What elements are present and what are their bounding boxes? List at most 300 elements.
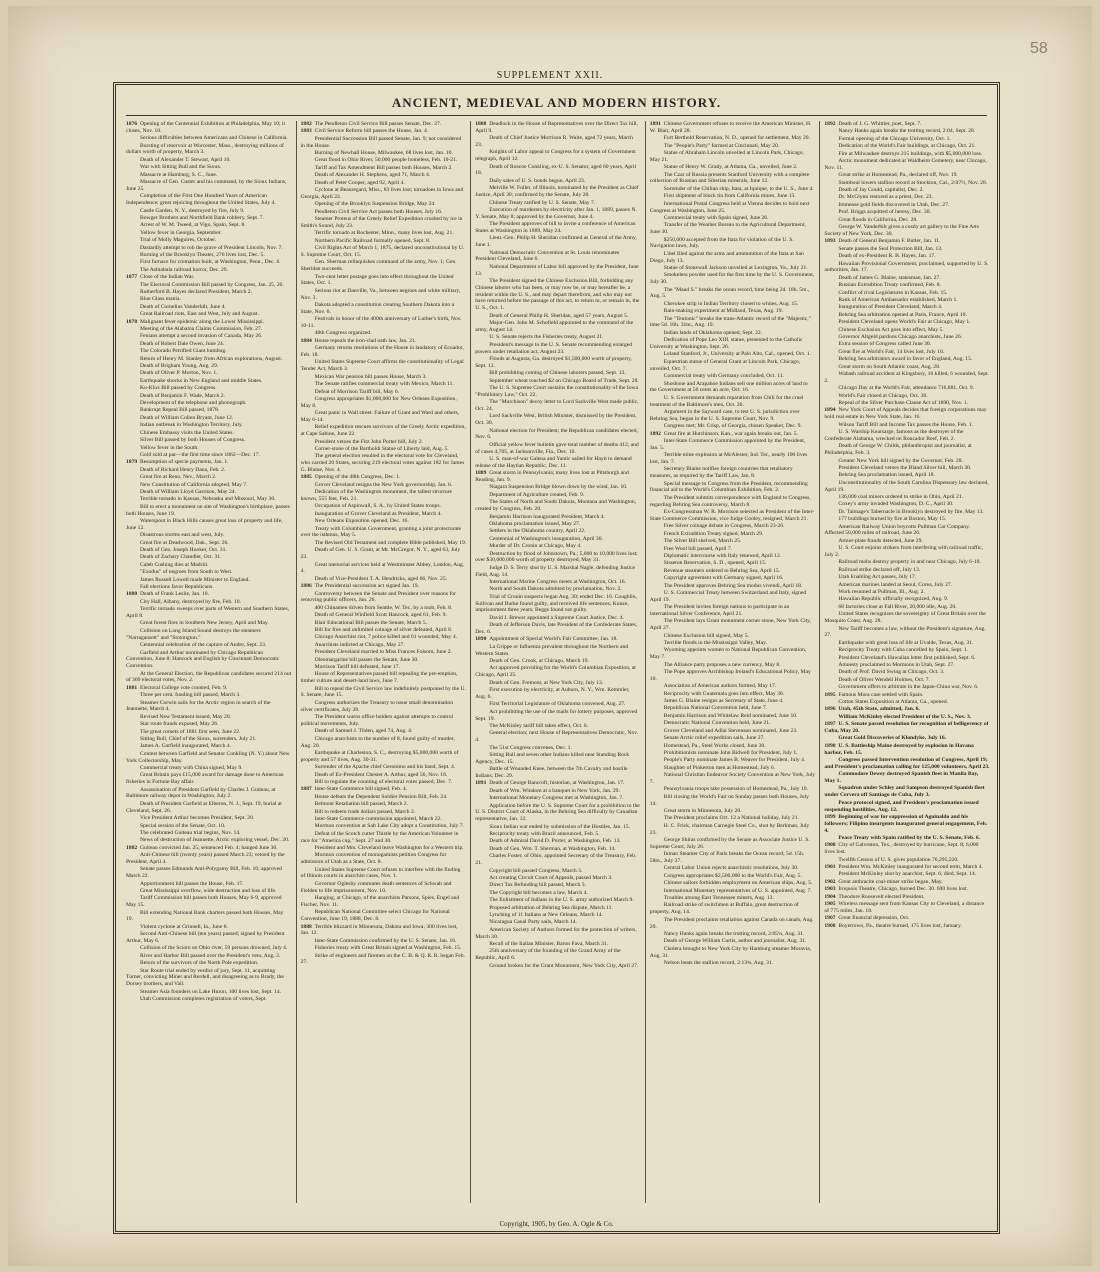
entry-text: Dedication of the World's Fair buildings, at Chicago, Oct. 21. (838, 143, 976, 150)
history-entry (126, 591, 292, 598)
entry-text: Bill closing the World's Fair on Sunday passes both Houses, July 14. (649, 793, 809, 807)
history-entry (475, 745, 641, 752)
entry-text: Occupation of Aspinwall, S. A., by United States troops. (314, 503, 441, 510)
entry-text: Diplomatic intercourse with Italy renewed, April 12. (663, 552, 782, 559)
entry-text: The celebrated Guiteau trial begins, Nov. 14. (140, 829, 241, 836)
entry-text: The States of North and South Dakota, Montana and Washington, created by Congress, Feb. 20. (475, 499, 637, 513)
entry-text: Government offers to arbitrate in the Japan-China war, Nov. 6. (838, 684, 979, 691)
entry-text: First Territorial Legislature of Oklahoma convened, Aug. 27. (489, 701, 626, 708)
entry-text: Death of Oliver Wendell Holmes, Oct. 7. (838, 676, 930, 683)
entry-text: Strike of engineers and firemen on the C. B. & Q. R. R. began Feb. 27. (300, 952, 465, 966)
entry-text: Death of Ex-President Chester A. Arthur, aged 56, Nov. 18. (314, 771, 448, 778)
history-entry (126, 415, 292, 422)
entry-text: Unconstitutionality of the South Carolina Dispensary law declared, April 19. (824, 479, 989, 493)
entry-text: Death of Chief Justice Morrison R. Waite, aged 72 years, March 23. (475, 135, 633, 149)
history-entry (475, 378, 641, 385)
history-entry (824, 458, 990, 465)
entry-text: Relief expedition rescues survivors of the Greely Arctic expedition, at Cape Sabine, June 22. (300, 424, 466, 438)
entry-text: Death of Richard Henry Dana, Feb. 2. (140, 466, 226, 473)
history-entry (126, 467, 292, 474)
entry-text: Blair Educational Bill passes the Senate, March 5. (314, 619, 427, 626)
entry-text: Star Route trial ended by verdict of jury, Sept. 11, acquitting Turner, convicting Miner and Rerdell, and disagreeing as to Brady, the Dorsey brothers, and Vail. (126, 967, 284, 988)
history-entry (475, 551, 641, 565)
entry-text: Great forest fires in Southern New Jersey, April and May. (140, 620, 269, 627)
entry-text: Death of General Benjamin F. Butler, Jan. 11. (838, 238, 941, 245)
history-entry (650, 164, 816, 171)
entry-text: U. S. Senate rejects the Fisheries treaty, August 21. (489, 334, 604, 341)
entry-year: 1907 (824, 915, 836, 922)
entry-text: World's Fair closed at Chicago, Oct. 30. (838, 392, 928, 399)
entry-text: Dakota adopted a constitution creating Southern Dakota into a State, Nov. 6. (300, 302, 455, 315)
entry-text: Dr. McGlynn restored as a priest, Dec. 23. (838, 194, 933, 201)
history-entry (475, 963, 641, 970)
entry-text: Burning of the Brooklyn Theater, 276 lives lost, Dec. 5. (140, 251, 265, 258)
entry-text: The Electoral Commission Bill passed by Congress, Jan. 25, 26. (140, 281, 284, 288)
history-entry (824, 472, 990, 479)
history-entry (824, 180, 990, 187)
entry-text: Second Anti-Chinese bill (ten years) passed; signed by President Arthur, May 6. (126, 931, 285, 945)
entry-text: Terrific tornado sweeps over parts of Western and Southern States, April 8. (126, 606, 290, 620)
history-entry (650, 186, 816, 193)
history-entry (301, 642, 467, 649)
history-entry (126, 888, 292, 895)
history-entry (126, 606, 292, 620)
history-entry (650, 452, 816, 466)
entry-text: American Railway Union boycotts Pullman Car Company. Affected 50,000 miles of railroad, June 26. (824, 523, 970, 537)
entry-text: George Shiras confirmed by the Senate as Associate Justice U. S. Supreme Court, July 26. (649, 837, 810, 850)
history-entry (650, 121, 816, 135)
entry-text: Hawaiian Republic officially recognized, Aug. 9. (838, 596, 949, 603)
entry-text: Inauguration of President Cleveland, March 4. (838, 304, 943, 311)
entry-text: Collision of the Scioto on Ohio river, 59 persons drowned, July 4. (140, 945, 288, 952)
entry-text: Behring Sea arbitrators award in favor of England, Aug. 15. (838, 356, 973, 363)
entry-text: Bill to redeem trade dollars passed, March 3. (314, 808, 416, 815)
entry-text: Chicago anarchists to the number of 8, found guilty of murder, Aug. 20. (300, 735, 455, 749)
history-entry (650, 757, 816, 764)
entry-text: Daily sales of U. S. bonds begun, April 23. (489, 177, 586, 184)
entry-text: Lieut.-Gen. Philip H. Sheridan confirmed as General of the Army, June 1. (475, 235, 637, 249)
history-entry (824, 480, 990, 494)
entry-text: Benjamin Harrison inaugurated President, March 4. (489, 513, 605, 520)
history-entry (126, 208, 292, 215)
entry-text: The Silver Bill shelved, March 25. (663, 538, 742, 545)
entry-text: Special session of the Senate, Oct. 10. (140, 822, 226, 829)
entry-text: Terrible mine explosion at McAlester, Ind. Ter., nearly 100 lives lost, Jan. 7. (649, 452, 808, 465)
history-entry (650, 316, 816, 330)
history-entry (126, 482, 292, 489)
history-entry (475, 499, 641, 513)
entry-year: 1882 (300, 121, 312, 127)
entry-text: James G. Blaine resigns as Secretary of State, June 4. (663, 698, 784, 705)
history-entry (475, 320, 641, 334)
entry-text: Presidential Succession Bill passed Senate, Jan. 9; not considered in the House. (300, 135, 462, 149)
history-entry (824, 721, 990, 735)
entry-text: Nicaragua Canal Party sails, March 14. (489, 919, 577, 926)
entry-text: War with Sitting Bull and the Sioux. (140, 164, 222, 171)
history-entry (650, 590, 816, 604)
entry-text: Statue of Stonewall Jackson unveiled at Lexington, Va., July 21. (663, 264, 808, 271)
entry-text: Dedication of Pope Leo XIII. statue, presented to the Catholic University at Washington, Sept. 26. (649, 337, 803, 351)
entry-text: The Colorado Petrified Giant humbug. (140, 348, 227, 355)
history-entry (650, 815, 816, 822)
history-entry (301, 157, 467, 164)
history-entry (824, 327, 990, 334)
history-entry (475, 428, 641, 442)
history-entry (126, 554, 292, 561)
entry-year: 1894 (824, 407, 836, 414)
entry-text: Secretary Blaine notifies foreign countries that retaliatory measures, as required by the Tariff Law, Jan. 8. (649, 466, 793, 480)
history-entry (650, 794, 816, 808)
history-entry (650, 546, 816, 553)
entry-text: Defeat of Morrison Tariff bill, May 6. (314, 388, 400, 395)
entry-text: Violent cyclone at Grinnell, Ia., June 8. (140, 923, 228, 930)
entry-year: 1902 (824, 878, 836, 885)
history-entry (301, 474, 467, 481)
entry-text: Bill for free and unlimited coinage of silver defeated, April 8. (314, 626, 453, 633)
history-entry (126, 931, 292, 945)
history-entry (475, 250, 641, 264)
history-entry (824, 640, 990, 647)
history-entry (301, 953, 467, 967)
history-entry (301, 503, 467, 510)
history-entry (301, 209, 467, 216)
entry-text: Repeal of the Silver Purchase Clause Act of 1890, Nov. 1. (838, 400, 969, 407)
entry-text: Massacre of Gen. Custer and his command, by the Sioux Indians, June 25. (126, 179, 287, 192)
entry-text: The Pendleton Civil Service Bill passes Senate, Dec. 27. (314, 121, 442, 127)
entry-text: Niagara Suspension Bridge blown down by the wind, Jan. 10. (489, 484, 628, 491)
history-entry (824, 371, 990, 385)
entry-text: Garfield and Arthur nominated by Chicago Republican Convention, June 8; Hancock and English by Cincinnati Democratic Convention. (126, 649, 280, 670)
entry-text: Dastardly attempt to rob the grave of President Lincoln, Nov. 7. (140, 244, 283, 251)
history-entry (301, 526, 467, 540)
entry-text: Iroquois Theatre, Chicago, burned Dec. 30. 600 lives lost. (838, 886, 968, 893)
history-entry (126, 215, 292, 222)
history-entry (126, 356, 292, 363)
history-entry (824, 879, 990, 886)
entry-text: Great floods in California, Dec. 28. (838, 216, 918, 223)
entry-text: Act creating Circuit Court of Appeals, passed March 3. (489, 874, 613, 881)
entry-text: Chinese Embassy visits the United States. (140, 429, 234, 436)
entry-year: 1876 (126, 121, 138, 127)
entry-year: 1901 (824, 863, 836, 870)
entry-text: Knights of Labor appeal to Congress for a system of Government telegraph, April 12. (475, 149, 636, 163)
history-entry (824, 814, 990, 834)
entry-text: News of destruction of Jeannette, Arctic exploring vessel, Dec. 20. (140, 837, 290, 844)
history-entry (475, 868, 641, 875)
entry-text: Central Labor Union rejects anarchistic resolutions, July 30. (663, 865, 799, 872)
history-entry (301, 453, 467, 473)
history-entry (824, 261, 990, 275)
entry-text: House defeats the Dependent Soldier Pension Bill, Feb. 24. (314, 793, 448, 800)
entry-text: Conflict of rival Legislatures in Kansas, Feb. 15. (838, 289, 948, 296)
history-entry (650, 640, 816, 647)
entry-text: Death of Robert Dale Owen, June 24. (140, 340, 225, 347)
history-entry (824, 209, 990, 216)
entry-text: Sisseton Reservation, S. D., opened, April 15. (663, 560, 767, 567)
entry-text: Serious riot at Danville, Va., between negroes and white military, Nov. 3. (300, 287, 461, 301)
history-entry (301, 374, 467, 381)
history-entry (126, 671, 292, 685)
entry-text: Vice President Arthur becomes President, Sept. 20. (140, 815, 255, 822)
entry-year: 1881 (126, 684, 138, 691)
history-entry (126, 945, 292, 952)
history-entry (126, 562, 292, 569)
history-entry (475, 730, 641, 744)
history-entry (824, 706, 990, 713)
entry-text: Bankrupt Repeal Bill passed, 1878. (140, 407, 220, 414)
history-column-1 (122, 121, 297, 1203)
history-entry (475, 492, 641, 499)
history-entry (824, 429, 990, 443)
entry-text: Gold sold at par—the first time since 1862—Dec. 17. (140, 451, 260, 458)
entry-text: Congress passed Intervention resolution of Congress, April 19; and President's proclamation calling for 125,000 volunteers, April 23. (824, 757, 990, 770)
entry-text: Star route frauds exposed, May 26. (140, 721, 219, 728)
history-entry (126, 341, 292, 348)
history-entry (475, 897, 641, 904)
entry-text: Yellow fever in Georgia, September. (140, 229, 222, 236)
history-entry (475, 941, 641, 948)
history-entry (650, 772, 816, 786)
entry-text: Guiteau convicted Jan. 25; sentenced Feb. 4; hanged June 30. (140, 844, 278, 851)
history-entry (126, 370, 292, 377)
history-entry (475, 615, 641, 622)
history-entry (301, 439, 467, 446)
history-entry (475, 514, 641, 521)
entry-text: Cherokee strip in Indian Territory closed to whites, Aug. 15. (663, 300, 799, 307)
entry-text: Death of President Garfield at Elberon, N. J., Sept. 19, burial at Cleveland, Sept. 26. (126, 800, 282, 814)
entry-text: Death of James G. Blaine, statesman, Jan. 27. (838, 274, 941, 281)
history-entry (301, 649, 467, 656)
history-entry (301, 121, 467, 128)
entry-text: Great Mississippi overflow, wide destruction and loss of life. (140, 887, 277, 894)
entry-text: Free Silver coinage debate in Congress, March 23-26. (663, 523, 785, 530)
entry-text: Death of Brigham Young, Aug. 29. (140, 363, 219, 370)
entry-text: Bursting of reservoir at Worcester, Mass., destroying millions of dollars worth of property, March 3. (126, 142, 284, 156)
entry-text: The "People's Party" formed at Cincinnati, May 20. (663, 142, 780, 149)
history-entry (126, 378, 292, 385)
entry-text: Hawaiian Provisional Government, proclaimed, supported by U. S. authorities, Jan. 17. (824, 260, 989, 274)
history-entry (475, 121, 641, 135)
entry-text: Inter-State Commerce commission appointed, March 22. (314, 815, 442, 822)
entry-text: September wheat touched $2 on Chicago Board of Trade, Sept. 28. (489, 377, 639, 384)
history-entry (650, 765, 816, 772)
history-entry (824, 545, 990, 559)
history-entry (824, 151, 990, 158)
entry-text: Death of George W. Childs, philanthropist and journalist, at Philadelphia, Feb. 3. (824, 443, 972, 457)
entry-text: Hanging, at Chicago, of the anarchists Parsons, Spies, Engel and Fischer, Nov. 11. (300, 895, 460, 908)
entry-text: Trial of Molly Maguires, October. (140, 237, 217, 244)
entry-text: Germany returns resolutions of the House in laudatory of Ecuador, Feb. 18. (300, 345, 464, 359)
entry-text: The general election resulted in the electoral vote for Cleveland, who carried 20 States, securing 219 electoral votes against 182 for James G. Blaine, Nov. 4. (300, 453, 465, 473)
entry-text: Rank of American Ambassador established, March 1. (838, 296, 958, 303)
history-entry (126, 910, 292, 924)
entry-text: Execution of murderers by electricity after Jan. 1, 1889, passes N. Y. Senate, May 8; approved by the Governor, June 4. (475, 206, 637, 220)
entry-text: Festivals in honor of the 400th anniversary of Luther's birth, Nov. 10-11. (300, 316, 462, 330)
entry-text: Shoshone and Arapahoe Indians sell one million acres of land to the Government at 50 cents an acre, Oct. 16. (649, 380, 808, 394)
history-entry (301, 627, 467, 634)
entry-text: Squadron under Schley and Sampson destroyed Spanish fleet under Cervera off Santiago de Cuba, July 3. (824, 785, 985, 799)
entry-text: Civil Rights Act of March 1, 1875, declared unconstitutional by U. S. Supreme Court, Oct. 15. (300, 245, 465, 258)
entry-text: The Presidential succession act signed Jan. 19. (314, 583, 419, 590)
history-entry (650, 713, 816, 720)
entry-text: The Czar of Russia presents Stanford University with a complete collection of Russian and Siberian minerals, June 12. (649, 171, 810, 185)
entry-text: Peace protocol signed, and President's proclamation issued suspending hostilities, Aug. 12. (824, 799, 979, 813)
history-entry (301, 816, 467, 823)
entry-text: Wilson Tariff Bill and Income Tax passes the House, Feb. 1. (838, 421, 973, 428)
history-entry (475, 594, 641, 614)
history-entry (126, 333, 292, 340)
entry-text: New York Court of Appeals decides that foreign corporations may hold real estate in New York State, Jan. 16. (824, 407, 987, 421)
history-entry (126, 407, 292, 414)
entry-text: Ku-Klux Bill passed by Congress. (140, 385, 217, 392)
entry-text: Fenians attempt a second invasion of Canada, May 26. (140, 333, 263, 340)
entry-text: Development of the telephone and phonograph. (140, 400, 247, 407)
entry-text: Burning of Newhall House, Milwaukee, 68 lives lost, Jan. 10. (314, 150, 453, 157)
entry-text: Reciprocity Treaty with Cuba cancelled by Spain, Sept. 1. (838, 647, 969, 654)
history-entry (475, 752, 641, 766)
history-entry (650, 538, 816, 545)
history-entry (650, 786, 816, 793)
history-entry (650, 237, 816, 251)
history-entry (301, 634, 467, 641)
history-entry (650, 337, 816, 351)
entry-text: Gen. Sherman relinquishes command of the army, Nov. 1; Gen. Sheridan succeeds. (300, 259, 457, 273)
history-entry (824, 172, 990, 179)
history-entry (650, 381, 816, 395)
entry-text: Congress authorizes the Treasury to issue small denomination silver certificates, July 28. (300, 699, 454, 713)
history-entry (650, 902, 816, 916)
history-entry (650, 895, 816, 902)
entry-text: Governor Oglesby commutes death sentences of Schwab and Fielden to life imprisonment, Nov. 10. (300, 880, 452, 894)
history-entry (650, 495, 816, 509)
history-entry (301, 612, 467, 619)
entry-text: U. S. Warship Kearsarge, famous as the destroyer of the Confederate Alabama, wrecked on Roncador Reef, Feb. 2. (824, 429, 964, 442)
history-entry (650, 423, 816, 430)
history-entry (475, 824, 641, 831)
history-entry (650, 568, 816, 575)
entry-text: Rutherford B. Hayes declared President, March 2. (140, 288, 252, 295)
history-entry (650, 553, 816, 560)
history-entry (824, 714, 990, 721)
history-entry (126, 326, 292, 333)
history-entry (126, 489, 292, 496)
entry-text: Chinese Exclusion Act goes into effect, May 5. (838, 326, 944, 333)
entry-text: The President lays Grant monument corner stone, New York City, April 27. (649, 618, 812, 632)
history-entry (126, 422, 292, 429)
history-entry (650, 728, 816, 735)
entry-text: Great fire at Reno, Nev., March 2. (140, 474, 217, 481)
entry-text: "Exodus" of negroes from South to West. (140, 569, 233, 576)
entry-text: Death of Alexander H. Stephens, aged 71, March 4. (314, 172, 431, 179)
history-entry (650, 705, 816, 712)
history-entry (301, 201, 467, 208)
history-entry (126, 452, 292, 459)
history-entry (475, 334, 641, 341)
history-entry (650, 265, 816, 272)
history-entry (126, 569, 292, 576)
title-divider (126, 115, 987, 116)
entry-year: 1892 (824, 121, 836, 127)
entry-text: House repeals the iron-clad oath law, Jan. 21. (314, 337, 417, 344)
history-entry (126, 289, 292, 296)
history-entry (301, 165, 467, 172)
history-entry (301, 389, 467, 396)
entry-text: Chinese Government refuses to receive the American Minister, H. W. Blair, April 28. (649, 121, 812, 134)
entry-text: House of Representatives passed bill repealing the pre-emption, timber culture and desert-land laws, June 7. (300, 671, 458, 685)
entry-text: Charles Foster, of Ohio, appointed Secretary of the Treasury, Feb. 21. (475, 853, 637, 867)
history-entry (650, 466, 816, 480)
entry-text: Free Wool bill passed, April 7. (663, 545, 733, 552)
history-entry (824, 290, 990, 297)
entry-text: Railroad strike declared off, July 13. (838, 566, 921, 573)
entry-text: Death of Vice-President T. A. Hendricks, aged 66, Nov. 25. (314, 575, 448, 582)
history-entry (475, 342, 641, 356)
entry-text: 177 buildings burned by fire at Boston, May 15. (838, 516, 947, 523)
entry-text: Bill prohibiting coming of Chinese laborers passed, Sept. 13. (489, 370, 626, 377)
entry-text: The Copyright bill becomes a law, March 4. (489, 889, 588, 896)
history-entry (301, 794, 467, 801)
history-entry (126, 267, 292, 274)
history-entry (126, 237, 292, 244)
entry-text: Return of the survivors of the North Pole expedition. (140, 960, 259, 967)
history-entry (650, 808, 816, 815)
history-entry (824, 224, 990, 238)
history-entry (824, 842, 990, 856)
history-entry (824, 364, 990, 371)
entry-text: Trial of Cronin suspects began Aug. 30; ended Dec. 16. Coughlin, Sullivan and Burke found guilty, and received life sentences; Kunze, imprisonment three years; Beggs found not guilty. (475, 593, 637, 614)
history-entry (650, 150, 816, 164)
entry-year: 1895 (824, 691, 836, 698)
entry-text: Act prohibiting the use of the mails for lottery purposes, approved Sept. 19. (475, 708, 638, 722)
entry-text: The Ashtabula railroad horror, Dec. 29. (140, 266, 229, 273)
history-entry (650, 946, 816, 960)
history-entry (126, 437, 292, 444)
history-entry (301, 945, 467, 952)
history-entry (475, 207, 641, 221)
history-entry (126, 296, 292, 303)
entry-text: President Wm. McKinley inaugurated for second term, March 4. (838, 863, 983, 870)
entry-text: President Cleveland vetoes the Bland Silver bill, March 30. (838, 464, 972, 471)
history-entry (475, 278, 641, 312)
entry-text: Surrender of the Apache chief Geronimo and his band, Sept. 4. (314, 764, 456, 771)
history-entry (824, 494, 990, 501)
entry-text: H. C. Frick, chairman Carnegie Steel Co., shot by Berkman, July 23. (649, 822, 810, 836)
entry-text: 68 factories close at Fall River, 20,000 idle, Aug. 20. (838, 603, 957, 610)
entry-text: Death of Admiral David D. Porter, at Washington, Feb. 13. (489, 838, 621, 845)
history-entry (126, 474, 292, 481)
history-entry (824, 143, 990, 150)
history-entry (650, 683, 816, 690)
entry-text: Great fire at Deadwood, Dak., Sept. 26. (140, 539, 229, 546)
history-entry (824, 312, 990, 319)
history-entry (650, 698, 816, 705)
history-entry (126, 815, 292, 822)
history-entry (650, 531, 816, 538)
history-entry (126, 765, 292, 772)
history-entry (650, 720, 816, 727)
history-entry (126, 121, 292, 135)
entry-text: The McKinley tariff bill takes effect, Oct. 6. (489, 722, 589, 729)
entry-text: President Cleveland opens World's Fair at Chicago, May 1. (838, 319, 971, 326)
entry-text: Prof. Briggs acquitted of heresy, Dec. 30. (838, 209, 931, 216)
history-entry (824, 662, 990, 669)
entry-text: Northern Pacific Railroad formally opened, Sept. 8. (314, 237, 431, 244)
history-entry (301, 216, 467, 230)
entry-text: Opening of the 48th Congress, Dec. 1. (314, 474, 401, 481)
entry-text: River and Harbor Bill passed over the President's veto, Aug. 2. (140, 952, 281, 959)
entry-text: Behring Sea arbitration opened at Paris, France, April 10. (838, 311, 967, 318)
entry-text: Stamboul lowers stallion record at Stockton, Cal., 2:07½, Nov. 28. (838, 179, 988, 186)
